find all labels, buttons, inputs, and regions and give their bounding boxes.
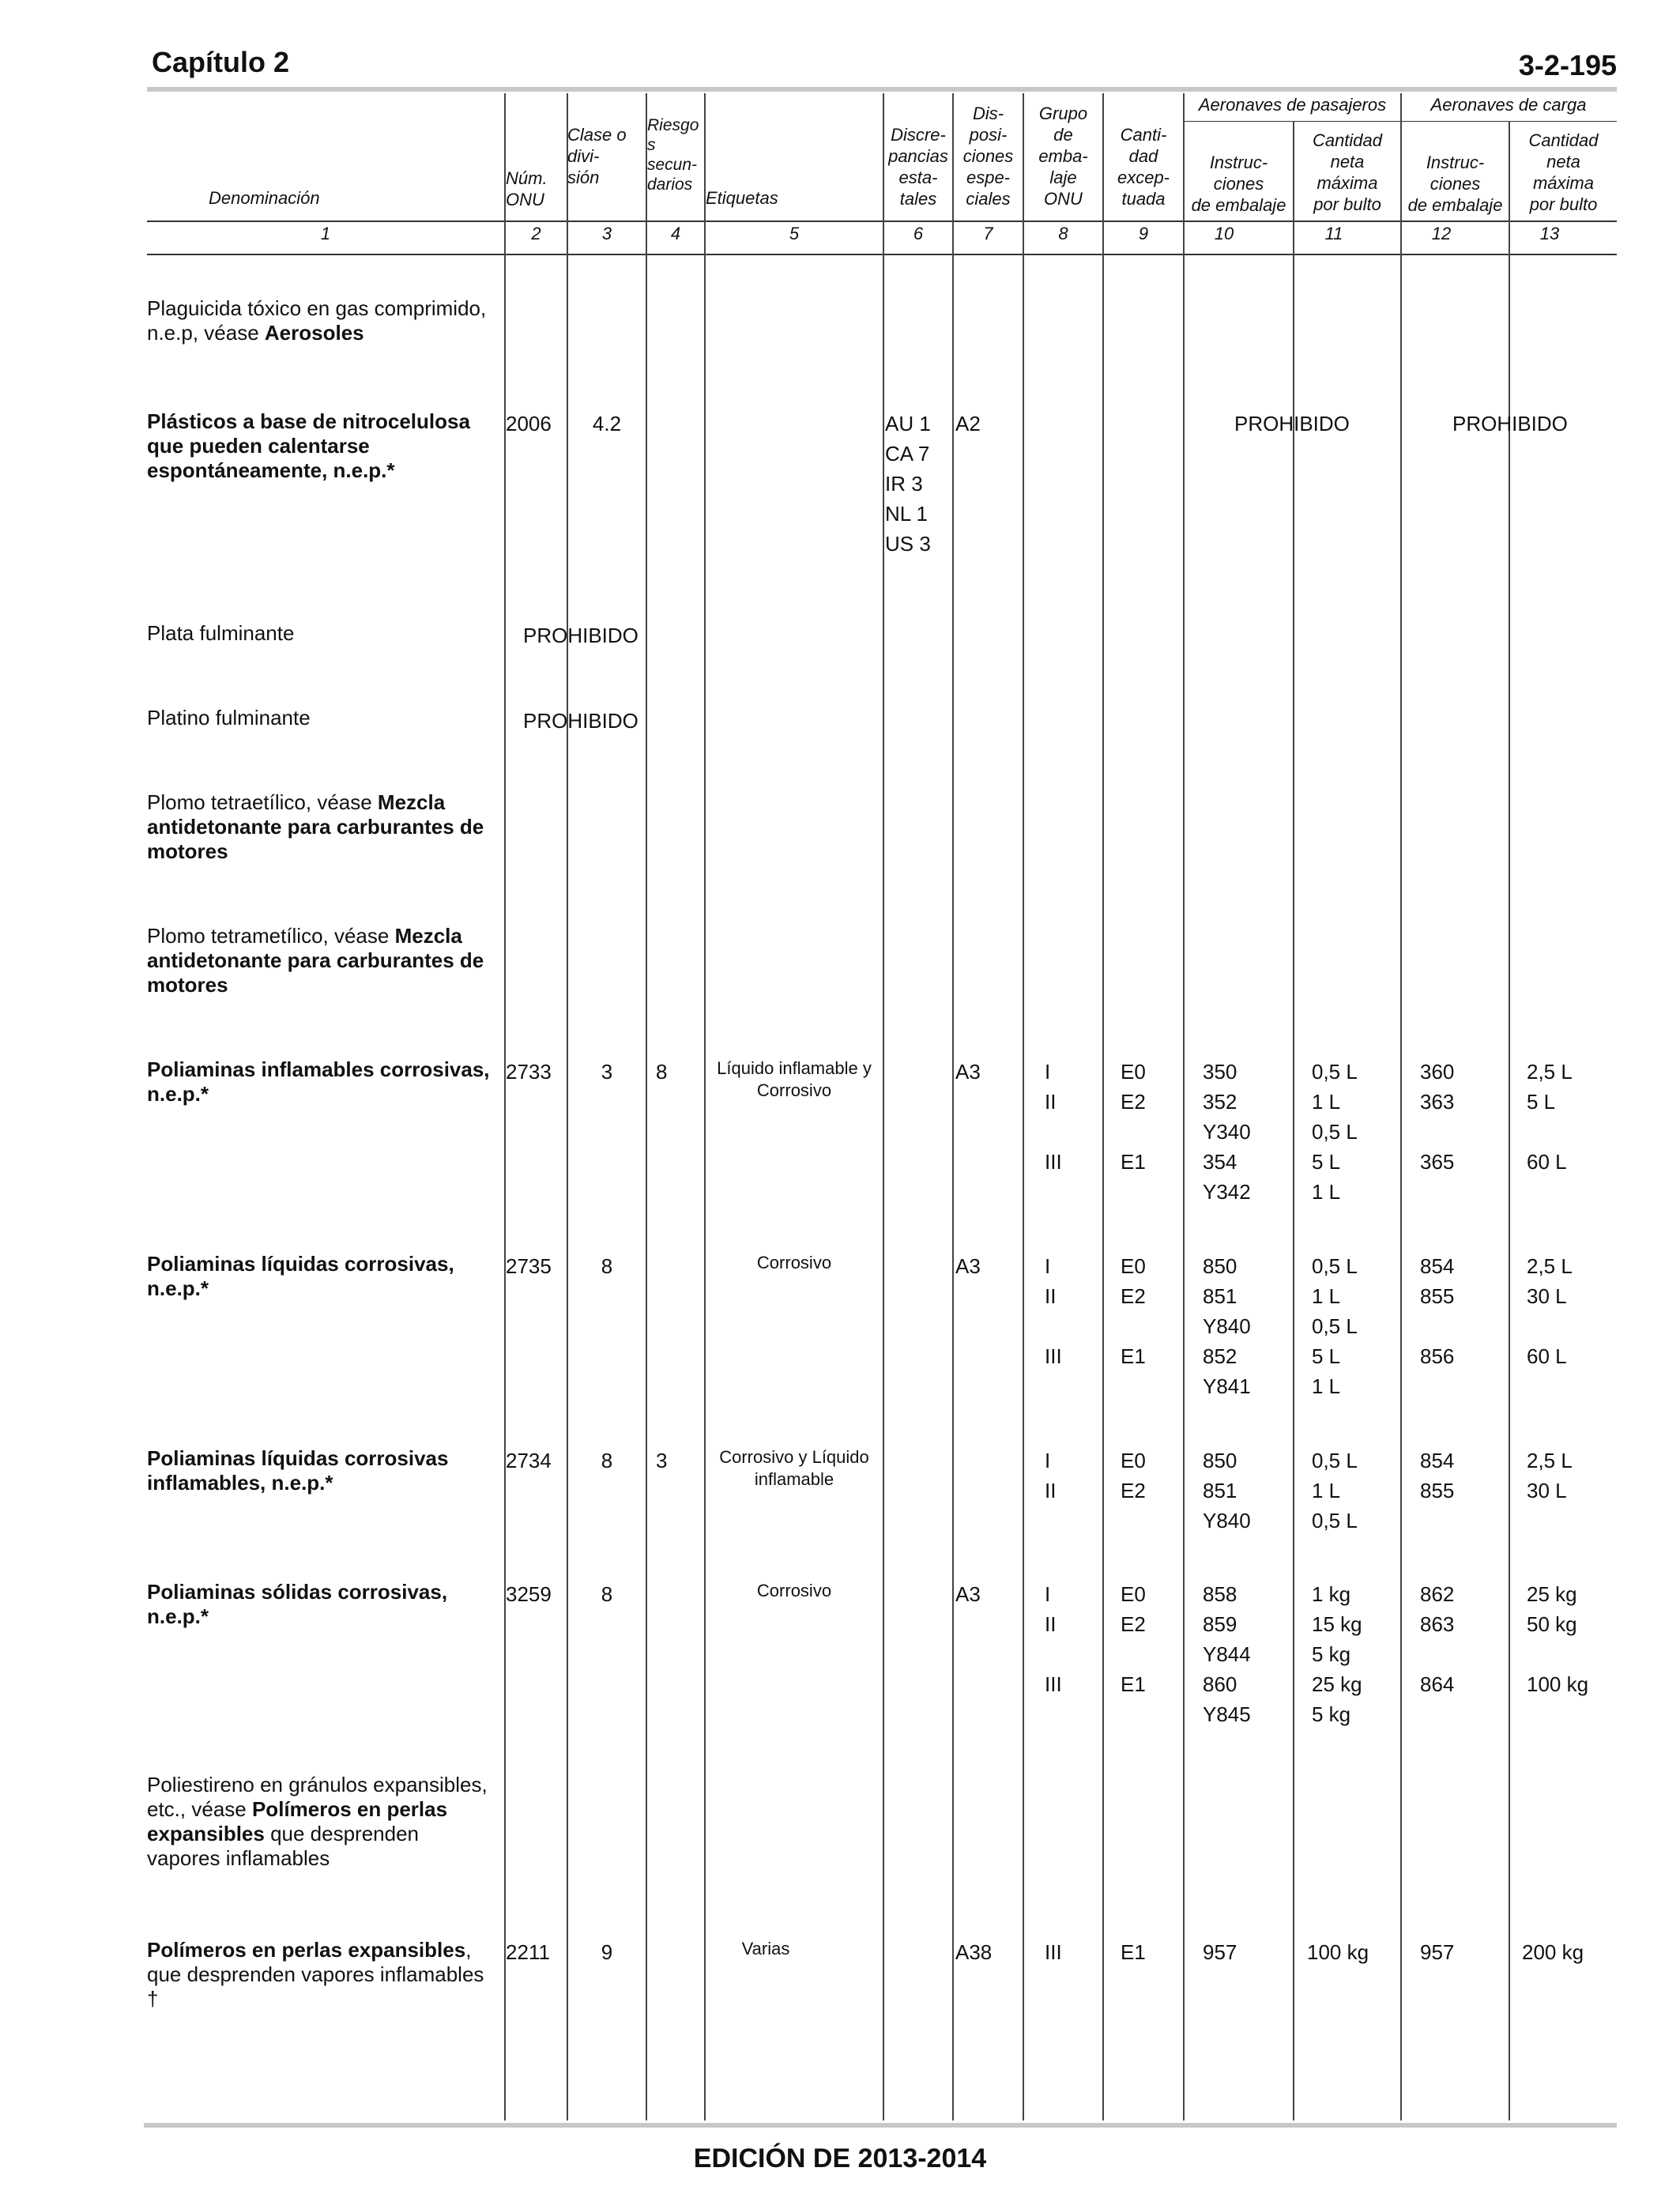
passenger-packing-instructions: 858 859 Y844 860 Y845 [1203, 1582, 1251, 1726]
special-provisions: A3 [955, 1060, 981, 1084]
passenger-packing-instructions: 850 851 Y840 852 Y841 [1203, 1254, 1251, 1398]
un-number: 2734 [506, 1449, 552, 1472]
name-text: Poliestireno en gránulos expansibles, etc., véase [147, 1773, 488, 1821]
passenger-packing-instructions: 957 [1203, 1940, 1237, 1964]
col-number: 8 [1058, 224, 1068, 243]
class-division: 8 [601, 1449, 613, 1472]
special-provisions: A3 [955, 1582, 981, 1606]
cargo-max-quantity: 25 kg 50 kg 100 kg [1527, 1582, 1589, 1696]
name-text: Plásticos a base de nitrocelulosa que pueden calentarse espontáneamente, n.e.p.* [147, 409, 470, 482]
col-divider [1102, 93, 1104, 2120]
row-name-poliaminas-solidas [147, 1580, 495, 1629]
name-reference: Mezcla antidetonante para carburantes de motores [147, 924, 484, 997]
passenger-max-quantity: 0,5 L 1 L 0,5 L [1312, 1449, 1358, 1532]
class-division: 8 [601, 1582, 613, 1606]
passenger-packing-instructions: 350 352 Y340 354 Y342 [1203, 1060, 1251, 1204]
row-name-poliaminas-liquidas-inflamables [147, 1446, 495, 1495]
row-name-poliaminas-inflamables [147, 1057, 495, 1106]
name-text: Polímeros en perlas expansibles [147, 1938, 466, 1962]
special-provisions: A38 [955, 1940, 993, 1964]
row-name-platino: Platino fulminante [147, 706, 311, 729]
state-variations: AU 1 CA 7 IR 3 NL 1 US 3 [885, 412, 931, 556]
hazard-labels: Varias [741, 1939, 790, 1958]
packing-group: I II III [1045, 1582, 1062, 1696]
cargo-max-quantity: 2,5 L 30 L 60 L [1527, 1254, 1573, 1368]
footer-rule [144, 2123, 1617, 2128]
cargo-max-quantity: 2,5 L 30 L [1527, 1449, 1573, 1502]
name-reference: Aerosoles [264, 321, 364, 345]
col-divider [1400, 93, 1402, 2120]
name-reference: Polímeros en perlas expansibles [147, 1797, 448, 1845]
excepted-quantity: E0 E2 E1 [1121, 1582, 1146, 1696]
name-text: Poliaminas inflamables corrosivas, n.e.p.* [147, 1057, 490, 1106]
row-name-plomo-tetraetilico [147, 790, 495, 864]
packing-group: I II [1045, 1449, 1057, 1502]
un-number: 2006 [506, 412, 552, 435]
hazard-labels: Líquido inflamable y Corrosivo [717, 1058, 872, 1100]
excepted-quantity: E0 E2 [1121, 1449, 1146, 1502]
row-name-plasticos [147, 409, 495, 483]
name-text: Poliaminas líquidas corrosivas inflamables, n.e.p.* [147, 1446, 449, 1495]
name-text: Plaguicida tóxico en gas comprimido, n.e.p, véase [147, 296, 487, 345]
col-number: 13 [1539, 224, 1560, 243]
header-rule [147, 87, 1617, 92]
packing-group: I II III [1045, 1254, 1062, 1368]
name-reference: Mezcla antidetonante para carburantes de motores [147, 790, 484, 863]
passenger-max-quantity: 1 kg 15 kg 5 kg 25 kg 5 kg [1312, 1582, 1362, 1726]
col-header-clase: Clase o divi- sión [567, 125, 627, 187]
class-division: 8 [601, 1254, 613, 1278]
col-header-riesgos: Riesgo s secun- darios [647, 116, 699, 194]
prohibited-note: PROHIBIDO [523, 709, 638, 733]
col-header-instrucciones-carga: Instruc- ciones de embalaje [1407, 153, 1503, 215]
class-division: 4.2 [592, 412, 622, 435]
col-header-cantidad-carga: Cantidad neta máxima por bulto [1528, 130, 1599, 214]
un-number: 2211 [506, 1940, 550, 1964]
col-number: 4 [670, 224, 681, 243]
prohibited-note: PROHIBIDO [523, 624, 638, 647]
passenger-prohibited: PROHIBIDO [1234, 412, 1350, 435]
hazard-labels: Corrosivo y Líquido inflamable [719, 1447, 869, 1489]
cargo-packing-instructions: 957 [1420, 1940, 1455, 1964]
un-number: 2735 [506, 1254, 552, 1278]
page-number: 3-2-195 [1518, 49, 1617, 81]
col-divider [504, 93, 506, 2120]
col-divider [646, 93, 647, 2120]
col-number: 10 [1214, 224, 1234, 243]
special-provisions: A3 [955, 1254, 981, 1278]
col-divider [704, 93, 706, 2120]
col-divider [1023, 93, 1024, 2120]
cargo-max-quantity: 200 kg [1522, 1940, 1584, 1964]
subsidiary-risk: 3 [656, 1449, 668, 1472]
edition-footer: EDICIÓN DE 2013-2014 [693, 2143, 987, 2173]
subsidiary-risk: 8 [656, 1060, 668, 1084]
passenger-max-quantity: 100 kg [1307, 1940, 1369, 1964]
col-number: 2 [531, 224, 541, 243]
cargo-packing-instructions: 360 363 365 [1420, 1060, 1455, 1174]
name-text: que desprenden vapores inflamables [147, 1822, 420, 1870]
row-name-polimeros [147, 1938, 495, 2011]
col-number: 9 [1138, 224, 1149, 243]
hazard-labels: Corrosivo [756, 1581, 832, 1600]
cargo-prohibited: PROHIBIDO [1452, 412, 1568, 435]
col-number: 6 [913, 224, 924, 243]
passenger-max-quantity: 0,5 L 1 L 0,5 L 5 L 1 L [1312, 1060, 1358, 1204]
col-header-aeronaves-pasajeros: Aeronaves de pasajeros [1198, 95, 1387, 115]
row-name-plaguicida [147, 296, 495, 345]
packing-group: III [1045, 1940, 1062, 1964]
hazard-labels: Corrosivo [756, 1253, 832, 1272]
col-number: 1 [320, 224, 331, 243]
col-header-grupo-embalaje: Grupo de emba- laje ONU [1038, 104, 1088, 209]
class-division: 9 [601, 1940, 613, 1964]
passenger-packing-instructions: 850 851 Y840 [1203, 1449, 1251, 1532]
col-divider [1183, 93, 1185, 2120]
row-name-plata: Plata fulminante [147, 621, 295, 645]
packing-group: I II III [1045, 1060, 1062, 1174]
excepted-quantity: E1 [1121, 1940, 1146, 1964]
name-text: Poliaminas líquidas corrosivas, n.e.p.* [147, 1252, 454, 1300]
col-number: 3 [601, 224, 612, 243]
col-header-cantidad-exceptuada: Canti- dad excep- tuada [1117, 125, 1170, 209]
excepted-quantity: E0 E2 E1 [1121, 1060, 1146, 1174]
col-number: 12 [1431, 224, 1452, 243]
row-name-plomo-tetrametilico [147, 924, 495, 997]
name-text: Plomo tetrametílico, véase [147, 924, 395, 948]
row-name-poliaminas-liquidas [147, 1252, 495, 1301]
col-number: 7 [983, 224, 993, 243]
name-text: Plomo tetraetílico, véase [147, 790, 378, 814]
col-header-cantidad-pasajeros: Cantidad neta máxima por bulto [1312, 130, 1383, 214]
special-provisions: A2 [955, 412, 981, 435]
name-text: Poliaminas sólidas corrosivas, n.e.p.* [147, 1580, 448, 1628]
col-number: 5 [789, 224, 800, 243]
cargo-packing-instructions: 854 855 [1420, 1449, 1455, 1502]
cargo-packing-instructions: 854 855 856 [1420, 1254, 1455, 1368]
cargo-packing-instructions: 862 863 864 [1420, 1582, 1455, 1696]
column-number-rule [147, 254, 1617, 255]
chapter-title: Capítulo 2 [152, 46, 290, 78]
header-bottom-rule [147, 221, 1617, 222]
col-divider [952, 93, 954, 2120]
cargo-max-quantity: 2,5 L 5 L 60 L [1527, 1060, 1573, 1174]
col-header-aeronaves-carga: Aeronaves de carga [1430, 95, 1587, 115]
col-header-etiquetas: Etiquetas [706, 188, 778, 208]
col-divider [883, 93, 884, 2120]
col-header-disposiciones: Dis- posi- ciones espe- ciales [962, 104, 1014, 209]
col-divider [567, 93, 568, 2120]
col-header-discrepancias: Discre- pancias esta- tales [888, 125, 948, 209]
col-header-denominacion: Denominación [209, 188, 320, 208]
col-header-instrucciones-pasajeros: Instruc- ciones de embalaje [1191, 153, 1286, 215]
col-header-num-onu: Núm. ONU [506, 168, 548, 209]
row-name-poliestireno [147, 1773, 495, 1871]
class-division: 3 [601, 1060, 613, 1084]
col-number: 11 [1324, 224, 1343, 243]
excepted-quantity: E0 E2 E1 [1121, 1254, 1146, 1368]
un-number: 2733 [506, 1060, 552, 1084]
passenger-max-quantity: 0,5 L 1 L 0,5 L 5 L 1 L [1312, 1254, 1358, 1398]
un-number: 3259 [506, 1582, 552, 1606]
name-text: , que desprenden vapores inflamables † [147, 1938, 484, 2011]
